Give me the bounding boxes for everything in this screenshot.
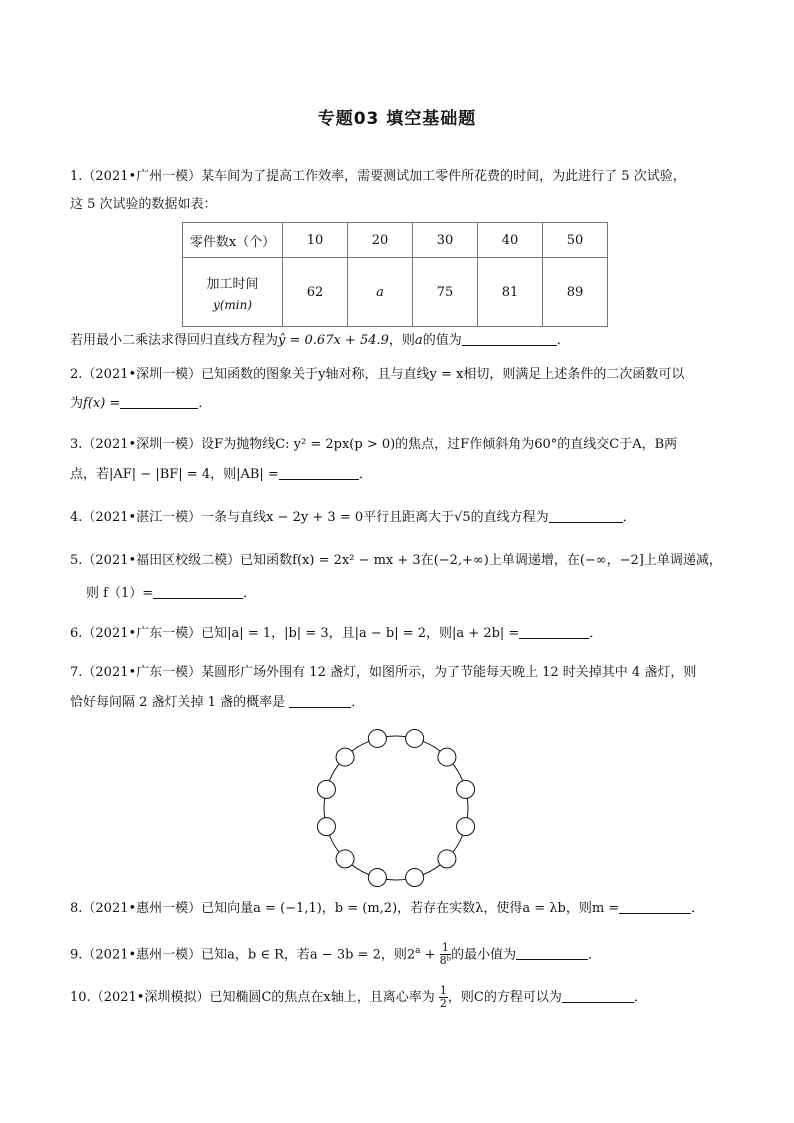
- q5-text-b1: 则 f（1）=: [86, 586, 154, 601]
- q5-line-1: [70, 551, 722, 571]
- q9-exponent: a: [415, 946, 421, 956]
- table-row-label: 零件数x（个）: [183, 223, 283, 258]
- table-row: [183, 223, 608, 258]
- q7-answer-blank[interactable]: [289, 693, 351, 708]
- q1-text-c2: ，则: [388, 333, 415, 348]
- q10-source: （2021•深圳模拟）: [90, 990, 210, 1005]
- lamp-circle: [438, 850, 456, 868]
- q8-line-1: [70, 899, 704, 919]
- q10-fraction-denominator: 2: [439, 997, 447, 1010]
- q4-answer-blank[interactable]: [549, 508, 623, 523]
- q6-answer-blank[interactable]: [519, 624, 589, 639]
- q8-text-a: 已知向量a = (−1,1)，b = (m,2)，若存在实数λ，使得a = λb，则m =: [201, 901, 620, 916]
- q9-line-1: [70, 941, 601, 967]
- q1-data-table: [182, 222, 608, 327]
- q9-answer-blank[interactable]: [516, 945, 588, 960]
- q7-text-b1: 恰好每间隔 2 盏灯关掉 1 盏的概率是: [70, 695, 286, 710]
- q2-text-b1: 为: [70, 396, 84, 411]
- q9-text-a2: +: [420, 947, 436, 963]
- q4-text-a: 一条与直线x − 2y + 3 = 0平行且距离大于√5的直线方程为: [201, 510, 549, 525]
- q7-line-1: [70, 663, 696, 683]
- q10-number: 10.: [70, 990, 91, 1005]
- table-cell: 10: [283, 223, 348, 258]
- q7-source: （2021•广东一模）: [82, 665, 202, 680]
- q9-source: （2021•惠州一模）: [82, 947, 202, 963]
- table-cell: 50: [543, 223, 608, 258]
- q2-end: ．: [198, 396, 212, 411]
- q2-line-1: [70, 365, 684, 385]
- q2-expression: f(x) =: [83, 396, 121, 411]
- q6-number: 6.: [70, 626, 83, 641]
- q4-source: （2021•湛江一模）: [82, 510, 202, 525]
- q9-end: ．: [588, 947, 602, 963]
- q10-text-a1: 已知椭圆C的焦点在x轴上，且离心率为: [209, 990, 435, 1005]
- table-row-label: [183, 258, 283, 327]
- q3-answer-blank[interactable]: [279, 465, 359, 480]
- q8-number: 8.: [70, 901, 83, 916]
- q1-equation: ŷ = 0.67x + 54.9: [278, 333, 389, 348]
- q3-end: ．: [358, 467, 372, 482]
- lamp-circle: [438, 748, 456, 766]
- lamp-circle: [336, 850, 354, 868]
- q10-fraction-numerator: 1: [439, 984, 447, 997]
- q10-text-a2: ，则C的方程可以为: [447, 990, 562, 1005]
- q7-line-2: [70, 693, 364, 713]
- q5-end: ．: [243, 586, 257, 601]
- q3-number: 3.: [70, 437, 83, 452]
- lamp-circle: [457, 818, 475, 836]
- q3-source: （2021•深圳一模）: [82, 437, 202, 452]
- q1-end: ．: [556, 333, 570, 348]
- q1-text-c1: 若用最小二乘法求得回归直线方程为: [70, 333, 279, 348]
- q6-line-1: [70, 624, 602, 644]
- q1-line-3: [70, 331, 570, 351]
- table-cell: 81: [478, 258, 543, 327]
- table-row-unit: y(min): [212, 297, 253, 312]
- q1-variable: a: [414, 333, 423, 348]
- q4-number: 4.: [70, 510, 83, 525]
- q9-text-a3: 的最小值为: [451, 947, 517, 963]
- lamp-circle: [368, 869, 386, 887]
- q10-answer-blank[interactable]: [562, 988, 634, 1003]
- q3-text-a: 设F为抛物线C: y² = 2px(p > 0)的焦点，过F作倾斜角为60°的直线交C于A，B两: [201, 437, 678, 452]
- q3-line-2: [70, 465, 372, 485]
- q9-text-a1: 已知a，b ∈ R，若a − 3b = 2，则2: [201, 947, 416, 963]
- q5-text-a: 已知函数f(x) = 2x² − mx + 3在(−2,+∞)上单调递增，在(−∞，−2]上单调递减，: [240, 553, 722, 568]
- q5-number: 5.: [70, 553, 83, 568]
- lamp-ring-figure: [310, 722, 482, 894]
- table-cell: 62: [283, 258, 348, 327]
- q5-answer-blank[interactable]: [153, 584, 243, 599]
- table-cell: 40: [478, 223, 543, 258]
- table-cell: 20: [348, 223, 413, 258]
- q9-fraction-numerator: 1: [440, 942, 451, 955]
- q9-fraction-denominator: 8ᵇ: [439, 954, 452, 968]
- lamp-circle: [317, 780, 335, 798]
- q1-line-1: [70, 167, 686, 187]
- q4-line-1: [70, 508, 636, 528]
- q2-text-a: 已知函数的图象关于y轴对称，且与直线y = x相切，则满足上述条件的二次函数可以: [201, 367, 685, 382]
- table-cell: 75: [413, 258, 478, 327]
- q1-text-a: 某车间为了提高工作效率，需要测试加工零件所花费的时间，为此进行了 5 次试验，: [201, 169, 686, 184]
- q7-text-a: 某圆形广场外围有 12 盏灯，如图所示，为了节能每天晚上 12 时关掉其中 4 盏灯，则: [201, 665, 697, 680]
- table-row: [183, 258, 608, 327]
- q10-fraction: [439, 985, 448, 1010]
- q1-number: 1.: [70, 169, 83, 184]
- q2-answer-blank[interactable]: [120, 394, 198, 409]
- q6-source: （2021•广东一模）: [82, 626, 202, 641]
- q1-answer-blank[interactable]: [462, 331, 557, 346]
- table-cell: a: [348, 258, 413, 327]
- table-cell: 30: [413, 223, 478, 258]
- q9-fraction: [440, 942, 451, 967]
- q8-answer-blank[interactable]: [619, 899, 691, 914]
- q3-text-b1: 点，若|AF| − |BF| = 4，则|AB| =: [70, 467, 279, 482]
- q2-source: （2021•深圳一模）: [82, 367, 202, 382]
- q5-source: （2021•福田区校级二模）: [82, 553, 241, 568]
- q8-end: ．: [691, 901, 705, 916]
- q6-end: ．: [589, 626, 603, 641]
- q4-end: ．: [622, 510, 636, 525]
- q2-number: 2.: [70, 367, 83, 382]
- q10-end: ．: [633, 990, 647, 1005]
- q10-line-1: [70, 985, 647, 1010]
- lamp-circle: [336, 748, 354, 766]
- page-title: 专题03 填空基础题: [317, 109, 477, 129]
- q5-line-2: [86, 584, 256, 604]
- q1-source: （2021•广州一模）: [82, 169, 202, 184]
- q6-text-a: 已知|a| = 1，|b| = 3，且|a − b| = 2，则|a + 2b| =: [201, 626, 520, 641]
- q1-text-b: 这 5 次试验的数据如表：: [70, 197, 217, 212]
- lamp-circle: [406, 869, 424, 887]
- q9-number: 9.: [70, 947, 83, 963]
- table-cell: 89: [543, 258, 608, 327]
- q7-end: ．: [351, 695, 365, 710]
- lamp-circle: [457, 780, 475, 798]
- lamp-circle: [368, 729, 386, 747]
- q8-source: （2021•惠州一模）: [82, 901, 202, 916]
- q1-line-2: [70, 195, 217, 215]
- q7-number: 7.: [70, 665, 83, 680]
- q2-line-2: [70, 394, 211, 414]
- lamp-circle: [317, 818, 335, 836]
- lamp-circle: [406, 729, 424, 747]
- table-row-label-text: 加工时间: [206, 276, 259, 292]
- q1-text-c3: 的值为: [422, 333, 462, 348]
- q3-line-1: [70, 435, 677, 455]
